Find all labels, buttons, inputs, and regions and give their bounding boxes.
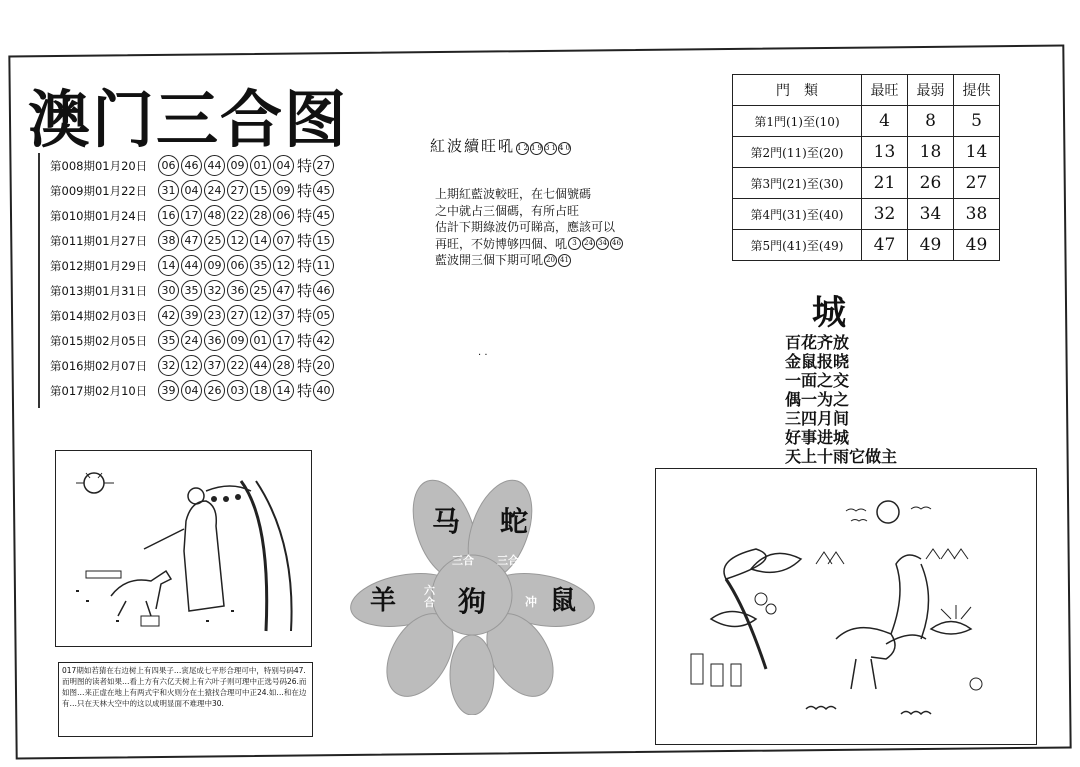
small-number-ball: 31 [544,142,557,155]
number-ball: 28 [250,205,271,226]
number-ball: 36 [204,330,225,351]
label-sanhe-right: 三合 [497,554,519,567]
issue-row [40,153,350,178]
special-number-ball: 05 [313,305,334,326]
number-ball: 03 [227,380,248,401]
hottest-number: 13 [862,137,908,168]
number-ball: 32 [158,355,179,376]
small-number-ball: 3 [568,237,581,250]
table-header: 最旺 [862,75,908,106]
issue-label: 第014期02月03日 [50,308,148,323]
number-ball: 09 [204,255,225,276]
analysis-text: 上期紅藍波較旺，在七個號碼 [435,187,592,201]
suggested-number: 27 [954,168,1000,199]
number-ball: 18 [250,380,271,401]
number-ball: 12 [227,230,248,251]
gate-range: 第1門(1)至(10) [733,106,862,137]
poem-line: 天上十雨它做主 [785,447,898,466]
issue-row [40,378,350,403]
explanatory-note: 017期如若猜在右边树上有四果子…寅尾成七平形合理可中，特别号码47.而明图的读者如果…看上方有六亿天树上有六叶子则可理中正选号码26.而如图…来正虚在地上有两式宇和火则分在土猿找合理可中正24.如…和在边有…只在天林大空中的这以成明显面不难理中30. [58,662,313,737]
zodiac-flower [350,475,600,715]
number-ball: 27 [227,180,248,201]
suggested-number: 49 [954,230,1000,261]
number-ball: 25 [250,280,271,301]
poem-line: 好事进城 [785,428,850,447]
number-ball: 35 [158,330,179,351]
small-number-ball: 34 [596,237,609,250]
table-row [733,168,1000,199]
issue-label: 第015期02月05日 [50,333,148,348]
number-ball: 01 [250,155,271,176]
table-header: 最弱 [908,75,954,106]
issue-label: 第008期01月20日 [50,158,148,173]
number-ball: 04 [273,155,294,176]
table-header: 門 類 [733,75,862,106]
special-number-ball: 40 [313,380,334,401]
special-number-ball: 20 [313,355,334,376]
number-ball: 44 [250,355,271,376]
issue-row [40,353,350,378]
number-ball: 36 [227,280,248,301]
number-ball: 07 [273,230,294,251]
small-number-ball: 19 [530,142,543,155]
special-number-ball: 42 [313,330,334,351]
number-ball: 46 [181,155,202,176]
analysis-text: 藍波開三個下期可吼 [435,253,544,267]
page-title: 澳门三合图 [28,83,349,156]
table-row [733,106,1000,137]
number-ball: 06 [158,155,179,176]
number-ball: 09 [227,330,248,351]
label-sanhe-left: 三合 [452,554,474,567]
number-ball: 22 [227,205,248,226]
number-ball: 25 [204,230,225,251]
hottest-number: 21 [862,168,908,199]
suggested-number: 14 [954,137,1000,168]
issue-row [40,303,350,328]
number-ball: 44 [204,155,225,176]
hottest-number: 4 [862,106,908,137]
number-ball: 24 [181,330,202,351]
special-marker: 特 [297,157,313,175]
special-number-ball: 45 [313,205,334,226]
analysis-line [435,236,680,253]
number-ball: 35 [250,255,271,276]
red-wave-analysis [435,186,680,269]
issue-label: 第010期01月24日 [50,208,148,223]
number-ball: 06 [273,205,294,226]
poem-verse [785,333,897,466]
number-ball: 12 [250,305,271,326]
number-ball: 16 [158,205,179,226]
suggested-number: 5 [954,106,1000,137]
number-ball: 12 [273,255,294,276]
number-ball: 28 [273,355,294,376]
analysis-text: 估計下期綠波仍可睇高，應該可以 [435,220,616,234]
number-ball: 01 [250,330,271,351]
number-ball: 17 [273,330,294,351]
special-marker: 特 [297,182,313,200]
poem-line: 三四月间 [785,409,850,428]
small-number-ball: 41 [558,254,571,267]
small-number-ball: 20 [544,254,557,267]
number-ball: 06 [227,255,248,276]
poem-line: 百花齐放 [785,333,850,352]
decorative-dots: · · [478,350,488,361]
number-ball: 12 [181,355,202,376]
number-ball: 23 [204,305,225,326]
zodiac-snake: 蛇 [500,505,529,538]
illustration-cranes [655,468,1037,745]
issue-row [40,228,350,253]
special-marker: 特 [297,357,313,375]
issue-label: 第009期01月22日 [50,183,148,198]
number-ball: 47 [273,280,294,301]
poem-line: 金鼠报晓 [785,352,850,371]
analysis-line [435,219,680,236]
red-wave-title-numbers [515,136,571,155]
issue-row [40,278,350,303]
analysis-text: 之中就占三個碼，有所占旺 [435,203,580,218]
number-ball: 17 [181,205,202,226]
zodiac-horse: 马 [432,505,461,538]
special-marker: 特 [297,382,313,400]
issue-label: 第011期01月27日 [50,233,148,248]
weakest-number: 34 [908,199,954,230]
weakest-number: 8 [908,106,954,137]
special-marker: 特 [297,282,313,300]
number-ball: 48 [204,205,225,226]
issue-label: 第013期01月31日 [50,283,148,298]
issue-row [40,178,350,203]
number-ball: 47 [181,230,202,251]
number-ball: 44 [181,255,202,276]
number-ball: 09 [227,155,248,176]
red-wave-title [430,135,571,156]
issue-label: 第012期01月29日 [50,258,148,273]
number-ball: 04 [181,180,202,201]
number-ball: 09 [273,180,294,201]
issue-row [40,203,350,228]
small-number-ball: 24 [582,237,595,250]
illustration-man-dog [55,450,312,647]
analysis-line [435,252,680,269]
issue-row [40,253,350,278]
number-ball: 22 [227,355,248,376]
number-ball: 14 [158,255,179,276]
gate-category-table [732,74,1000,261]
label-liuhe: 六合 [424,584,435,609]
number-ball: 15 [250,180,271,201]
issue-label: 第016期02月07日 [50,358,148,373]
number-ball: 31 [158,180,179,201]
table-row [733,137,1000,168]
number-ball: 24 [204,180,225,201]
analysis-text: 再旺，不妨博够四個、吼 [435,236,568,251]
red-wave-title-text: 紅波續旺吼 [430,137,516,155]
number-ball: 32 [204,280,225,301]
number-ball: 04 [181,380,202,401]
special-marker: 特 [297,307,313,325]
hottest-number: 47 [862,230,908,261]
special-number-ball: 11 [313,255,334,276]
analysis-line [435,186,680,203]
table-header: 提供 [954,75,1000,106]
number-ball: 37 [273,305,294,326]
special-marker: 特 [297,207,313,225]
special-number-ball: 27 [313,155,334,176]
special-number-ball: 46 [313,280,334,301]
number-ball: 39 [158,380,179,401]
table-row [733,199,1000,230]
special-marker: 特 [297,232,313,250]
zodiac-goat: 羊 [370,586,397,616]
number-ball: 27 [227,305,248,326]
number-ball: 26 [204,380,225,401]
small-number-ball: 46 [610,237,623,250]
number-ball: 42 [158,305,179,326]
small-number-ball: 12 [516,142,529,155]
zodiac-dog: 狗 [458,585,487,618]
weakest-number: 49 [908,230,954,261]
special-number-ball: 45 [313,180,334,201]
hottest-number: 32 [862,199,908,230]
issue-row [40,328,350,353]
number-ball: 30 [158,280,179,301]
analysis-line [435,203,680,220]
poem-line: 一面之交 [785,371,850,390]
gate-range: 第4門(31)至(40) [733,199,862,230]
number-ball: 14 [273,380,294,401]
label-chong: 冲 [525,595,538,609]
issue-label: 第017期02月10日 [50,383,148,398]
special-marker: 特 [297,332,313,350]
weakest-number: 26 [908,168,954,199]
special-marker: 特 [297,257,313,275]
zodiac-rat: 鼠 [550,586,577,616]
gate-range: 第2門(11)至(20) [733,137,862,168]
number-ball: 39 [181,305,202,326]
number-ball: 38 [158,230,179,251]
special-number-ball: 15 [313,230,334,251]
poem-title: 城 [812,293,846,333]
poem-line: 偶一为之 [785,390,850,409]
gate-range: 第3門(21)至(30) [733,168,862,199]
number-ball: 35 [181,280,202,301]
weakest-number: 18 [908,137,954,168]
draw-history-list [38,153,350,408]
suggested-number: 38 [954,199,1000,230]
table-row [733,230,1000,261]
small-number-ball: 40 [558,142,571,155]
number-ball: 37 [204,355,225,376]
gate-range: 第5門(41)至(49) [733,230,862,261]
number-ball: 14 [250,230,271,251]
